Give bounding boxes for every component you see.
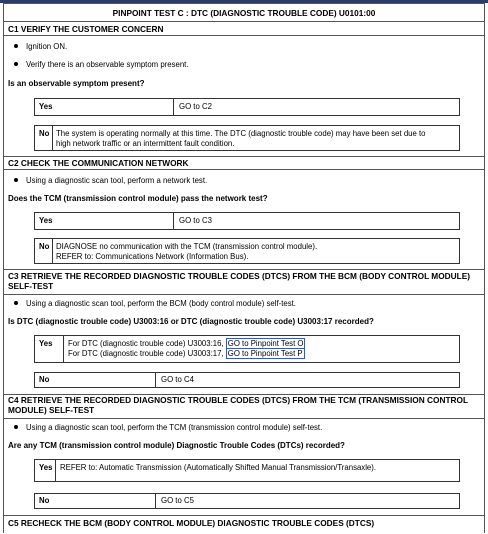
bullet-dot-icon (14, 62, 18, 66)
pinpoint-test-frame (3, 3, 485, 533)
c2-question: Does the TCM (transmission control module) pass the network test? (8, 194, 268, 203)
c4-header-line-1: C4 RETRIEVE THE RECORDED DIAGNOSTIC TROUBLE CODES (DTCS) FROM THE TCM (TRANSMISSION CONTROL (8, 395, 469, 405)
row-divider (55, 460, 56, 481)
bullet-dot-icon (14, 44, 18, 48)
c4-no-row (34, 493, 460, 509)
c1-header: C1 VERIFY THE CUSTOMER CONCERN (4, 23, 484, 36)
c3-bullet-1-text: Using a diagnostic scan tool, perform the BCM (body control module) self-test. (26, 299, 296, 308)
c3-yes-line-2 (68, 349, 458, 359)
row-divider (155, 373, 156, 387)
c4-bullet-1 (14, 423, 322, 433)
c4-yes-label: Yes (39, 463, 53, 472)
row-divider (52, 239, 53, 263)
c2-no-row (34, 238, 460, 264)
c3-yes-label: Yes (39, 339, 53, 348)
c2-yes-label: Yes (39, 216, 53, 225)
c4-question: Are any TCM (transmission control module) Diagnostic Trouble Codes (DTCs) recorded? (8, 441, 345, 450)
c2-yes-row (34, 212, 460, 230)
c1-bullet-2 (14, 60, 189, 70)
c2-bullet-1 (14, 176, 207, 186)
c2-bullet-1-text: Using a diagnostic scan tool, perform a network test. (26, 176, 208, 185)
section-divider (4, 269, 484, 270)
page-title: PINPOINT TEST C : DTC (DIAGNOSTIC TROUBLE CODE) U0101:00 (4, 4, 484, 22)
row-divider (173, 213, 174, 229)
c3-no-text: GO to C4 (161, 375, 194, 384)
c1-yes-text: GO to C2 (179, 102, 212, 111)
c1-no-text-line-1: The system is operating normally at this time. The DTC (diagnostic trouble code) may have been set due to (56, 129, 426, 138)
c1-yes-row (34, 98, 460, 116)
section-divider (4, 418, 484, 419)
bullet-dot-icon (14, 178, 18, 182)
c3-header-line-1: C3 RETRIEVE THE RECORDED DIAGNOSTIC TROUBLE CODES (DTCS) FROM THE BCM (BODY CONTROL MODULE) (8, 271, 471, 281)
c4-yes-row (34, 459, 460, 482)
row-divider (63, 336, 64, 362)
c3-yes-row (34, 335, 460, 363)
bullet-dot-icon (14, 301, 18, 305)
c3-header-line-2: SELF-TEST (8, 281, 54, 291)
c3-yes-line-2-text: For DTC (diagnostic trouble code) U3003:17, (68, 349, 224, 358)
c2-no-label: No (39, 242, 50, 251)
c1-bullet-1-text: Ignition ON. (26, 42, 68, 51)
c3-bullet-1 (14, 299, 296, 309)
c2-yes-text: GO to C3 (179, 216, 212, 225)
c4-header-line-2: MODULE) SELF-TEST (8, 405, 95, 415)
row-divider (155, 494, 156, 508)
row-divider (52, 126, 53, 150)
c5-header: C5 RECHECK THE BCM (BODY CONTROL MODULE) DIAGNOSTIC TROUBLE CODES (DTCS) (8, 518, 375, 528)
c4-bullet-1-text: Using a diagnostic scan tool, perform the TCM (transmission control module) self-test. (26, 423, 323, 432)
c2-no-text (56, 242, 456, 266)
c1-no-label: No (39, 129, 50, 138)
c1-no-text (56, 129, 456, 153)
c4-yes-text: REFER to: Automatic Transmission (Automatically Shifted Manual Transmission/Transaxle). (60, 463, 377, 472)
c2-no-text-line-1: DIAGNOSE no communication with the TCM (transmission control module). (56, 242, 318, 251)
c4-no-text: GO to C5 (161, 496, 194, 505)
row-divider (173, 99, 174, 115)
c2-no-text-line-2: REFER to: Communications Network (Information Bus). (56, 252, 249, 261)
c3-no-label: No (39, 375, 50, 384)
bullet-dot-icon (14, 425, 18, 429)
c3-no-row (34, 372, 460, 388)
c1-yes-label: Yes (39, 102, 53, 111)
c3-question: Is DTC (diagnostic trouble code) U3003:16 or DTC (diagnostic trouble code) U3003:17 recorded? (8, 317, 374, 326)
c1-no-row (34, 125, 460, 151)
c1-no-text-line-2: high network traffic or an intermittent fault condition. (56, 139, 235, 148)
pinpoint-test-p-link[interactable]: GO to Pinpoint Test P (227, 349, 303, 358)
section-divider (4, 515, 484, 516)
c1-bullet-2-text: Verify there is an observable symptom present. (26, 60, 189, 69)
c4-no-label: No (39, 496, 50, 505)
section-divider (4, 294, 484, 295)
c3-yes-text (68, 339, 458, 365)
pinpoint-test-o-link[interactable]: GO to Pinpoint Test O (227, 339, 304, 348)
c1-question: Is an observable symptom present? (8, 79, 145, 88)
c3-yes-line-1-text: For DTC (diagnostic trouble code) U3003:16, (68, 339, 224, 348)
c1-bullet-1 (14, 42, 67, 52)
c2-header: C2 CHECK THE COMMUNICATION NETWORK (4, 156, 484, 170)
